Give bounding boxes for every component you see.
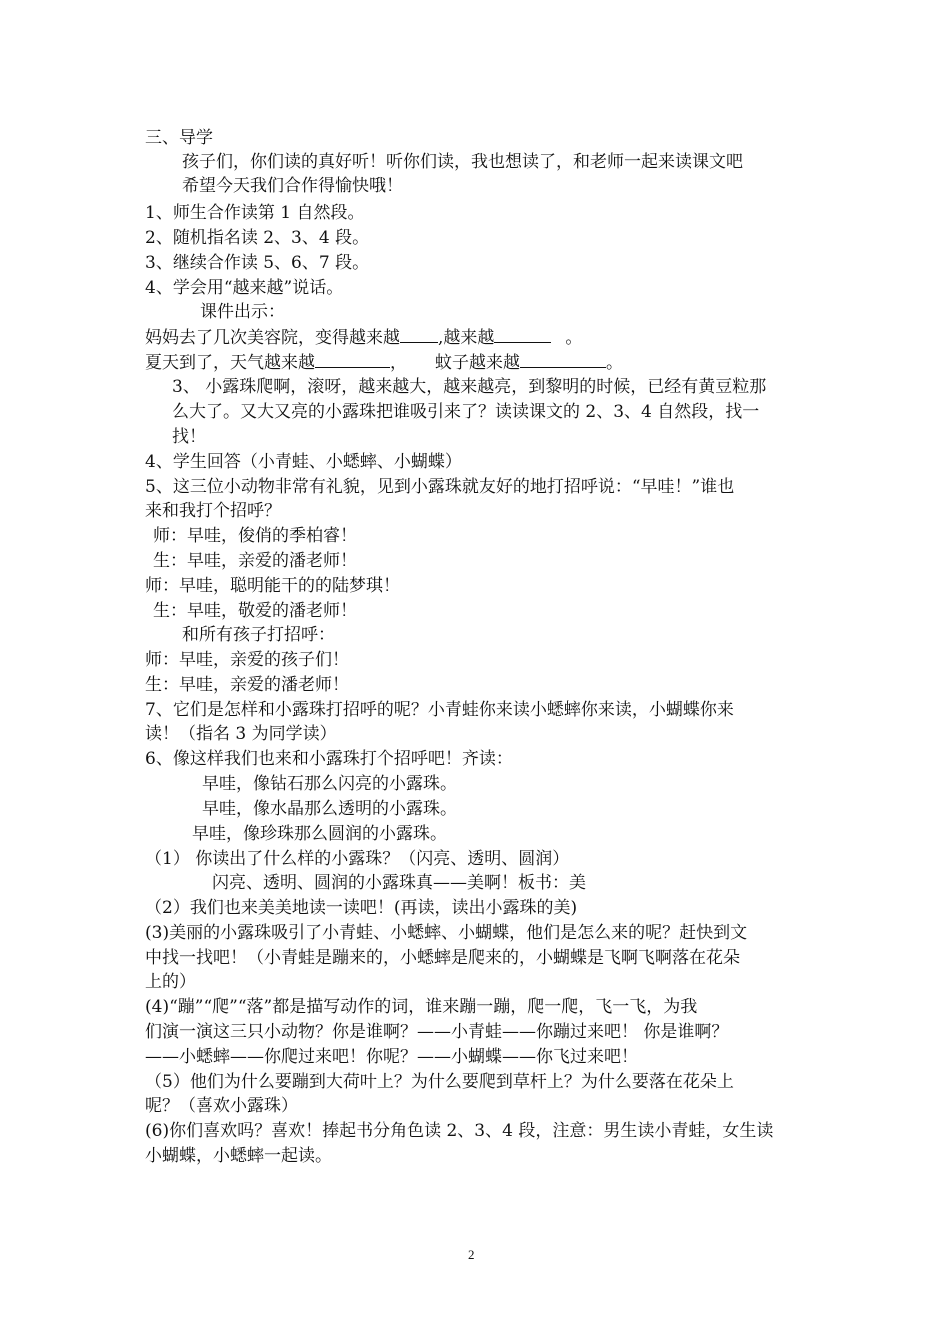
dialog-line: 生：早哇，敬爱的潘老师！ [153, 601, 357, 621]
question-3-line-3: 上的） [145, 972, 196, 992]
courseware-label: 课件出示： [200, 302, 285, 322]
page-number: 2 [468, 1247, 475, 1262]
fill-blank [520, 350, 606, 368]
question-6-line-1: (6)你们喜欢吗？喜欢！捧起书分角色读 2、3、4 段，注意：男生读小青蛙，女生读 [145, 1121, 774, 1141]
dialog-line: 师：早哇，亲爱的孩子们！ [145, 650, 349, 670]
fill-blank [494, 325, 551, 343]
step-2: 2、随机指名读 2、3、4 段。 [145, 228, 370, 248]
dialog-line: 师：早哇，俊俏的季柏睿！ [153, 526, 357, 546]
fill-sentence-2 [145, 350, 623, 375]
fill-sentence-2-part-a: 夏天到了，天气越来越 [145, 353, 315, 373]
dialog-line: 师：早哇，聪明能干的的陆梦琪！ [145, 576, 400, 596]
question-5-line-1: （5）他们为什么要蹦到大荷叶上？为什么要爬到草杆上？为什么要落在花朵上 [145, 1072, 734, 1092]
step-6: 6、像这样我们也来和小露珠打个招呼吧！齐读： [145, 749, 513, 769]
fill-sentence-1-part-c: 。 [565, 328, 583, 348]
step-3: 3、继续合作读 5、6、7 段。 [145, 253, 370, 273]
question-5-line-2: 呢？（喜欢小露珠） [145, 1096, 298, 1116]
step-7-line-2: 读！（指名 3 为同学读） [145, 724, 337, 744]
fill-sentence-1-part-a: 妈妈去了几次美容院，变得越来越 [145, 328, 400, 348]
step-1: 1、师生合作读第 1 自然段。 [145, 203, 365, 223]
greeting-line: 早哇，像水晶那么透明的小露珠。 [202, 799, 457, 819]
dialog-line: 生：早哇，亲爱的潘老师！ [153, 551, 357, 571]
question-4-line-3: ——小蟋蟀——你爬过来吧！你呢？——小蝴蝶——你飞过来吧！ [145, 1047, 638, 1067]
question-6-line-2: 小蝴蝶，小蟋蟀一起读。 [145, 1146, 332, 1166]
dialog-line: 和所有孩子打招呼： [182, 625, 335, 645]
dialog-line: 生：早哇，亲爱的潘老师！ [145, 675, 349, 695]
question-3-line-1: (3)美丽的小露珠吸引了小青蛙、小蟋蟀、小蝴蝶，他们是怎么来的呢？赶快到文 [145, 923, 748, 943]
step-5-line-2: 来和我打个招呼？ [145, 501, 281, 521]
step-5-line-1: 5、这三位小动物非常有礼貌，见到小露珠就友好的地打招呼说：“早哇！”谁也 [145, 477, 735, 497]
fill-blank [315, 350, 390, 368]
para3-line-3: 找！ [172, 427, 206, 447]
question-4-line-1: (4)“蹦”“爬”“落”都是描写动作的词，谁来蹦一蹦，爬一爬，飞一飞，为我 [145, 997, 698, 1017]
fill-sentence-2-part-d: 。 [606, 353, 623, 373]
step-4-answer: 4、学生回答（小青蛙、小蟋蟀、小蝴蝶） [145, 452, 462, 472]
fill-blank [400, 325, 438, 343]
question-2: （2）我们也来美美地读一读吧！(再读，读出小露珠的美) [145, 898, 578, 918]
fill-sentence-1 [145, 325, 582, 350]
fill-sentence-2-part-c: 蚊子越来越 [435, 353, 520, 373]
para3-line-2: 么大了。又大又亮的小露珠把谁吸引来了？读读课文的 2、3、4 自然段，找一 [172, 402, 760, 422]
question-1-answer: 闪亮、透明、圆润的小露珠真——美啊！板书：美 [212, 873, 586, 893]
section-title: 三、导学 [145, 128, 213, 148]
step-4: 4、学会用“越来越”说话。 [145, 278, 344, 298]
greeting-line: 早哇，像珍珠那么圆润的小露珠。 [192, 824, 447, 844]
greeting-line: 早哇，像钻石那么闪亮的小露珠。 [202, 774, 457, 794]
intro-line-1: 孩子们，你们读的真好听！听你们读，我也想读了，和老师一起来读课文吧 [182, 152, 743, 172]
fill-sentence-2-part-b: ， [390, 353, 407, 373]
question-3-line-2: 中找一找吧！（小青蛙是蹦来的，小蟋蟀是爬来的，小蝴蝶是飞啊飞啊落在花朵 [145, 948, 740, 968]
para3-line-1: 3、 小露珠爬啊，滚呀，越来越大，越来越亮，到黎明的时候，已经有黄豆粒那 [172, 377, 767, 397]
question-1: （1） 你读出了什么样的小露珠？（闪亮、透明、圆润） [145, 849, 570, 869]
question-4-line-2: 们演一演这三只小动物？你是谁啊？——小青蛙——你蹦过来吧！ 你是谁啊？ [145, 1022, 729, 1042]
intro-line-2: 希望今天我们合作得愉快哦！ [182, 176, 403, 196]
step-7-line-1: 7、它们是怎样和小露珠打招呼的呢？小青蛙你来读小蟋蟀你来读，小蝴蝶你来 [145, 700, 734, 720]
fill-sentence-1-part-b: ,越来越 [438, 328, 495, 348]
